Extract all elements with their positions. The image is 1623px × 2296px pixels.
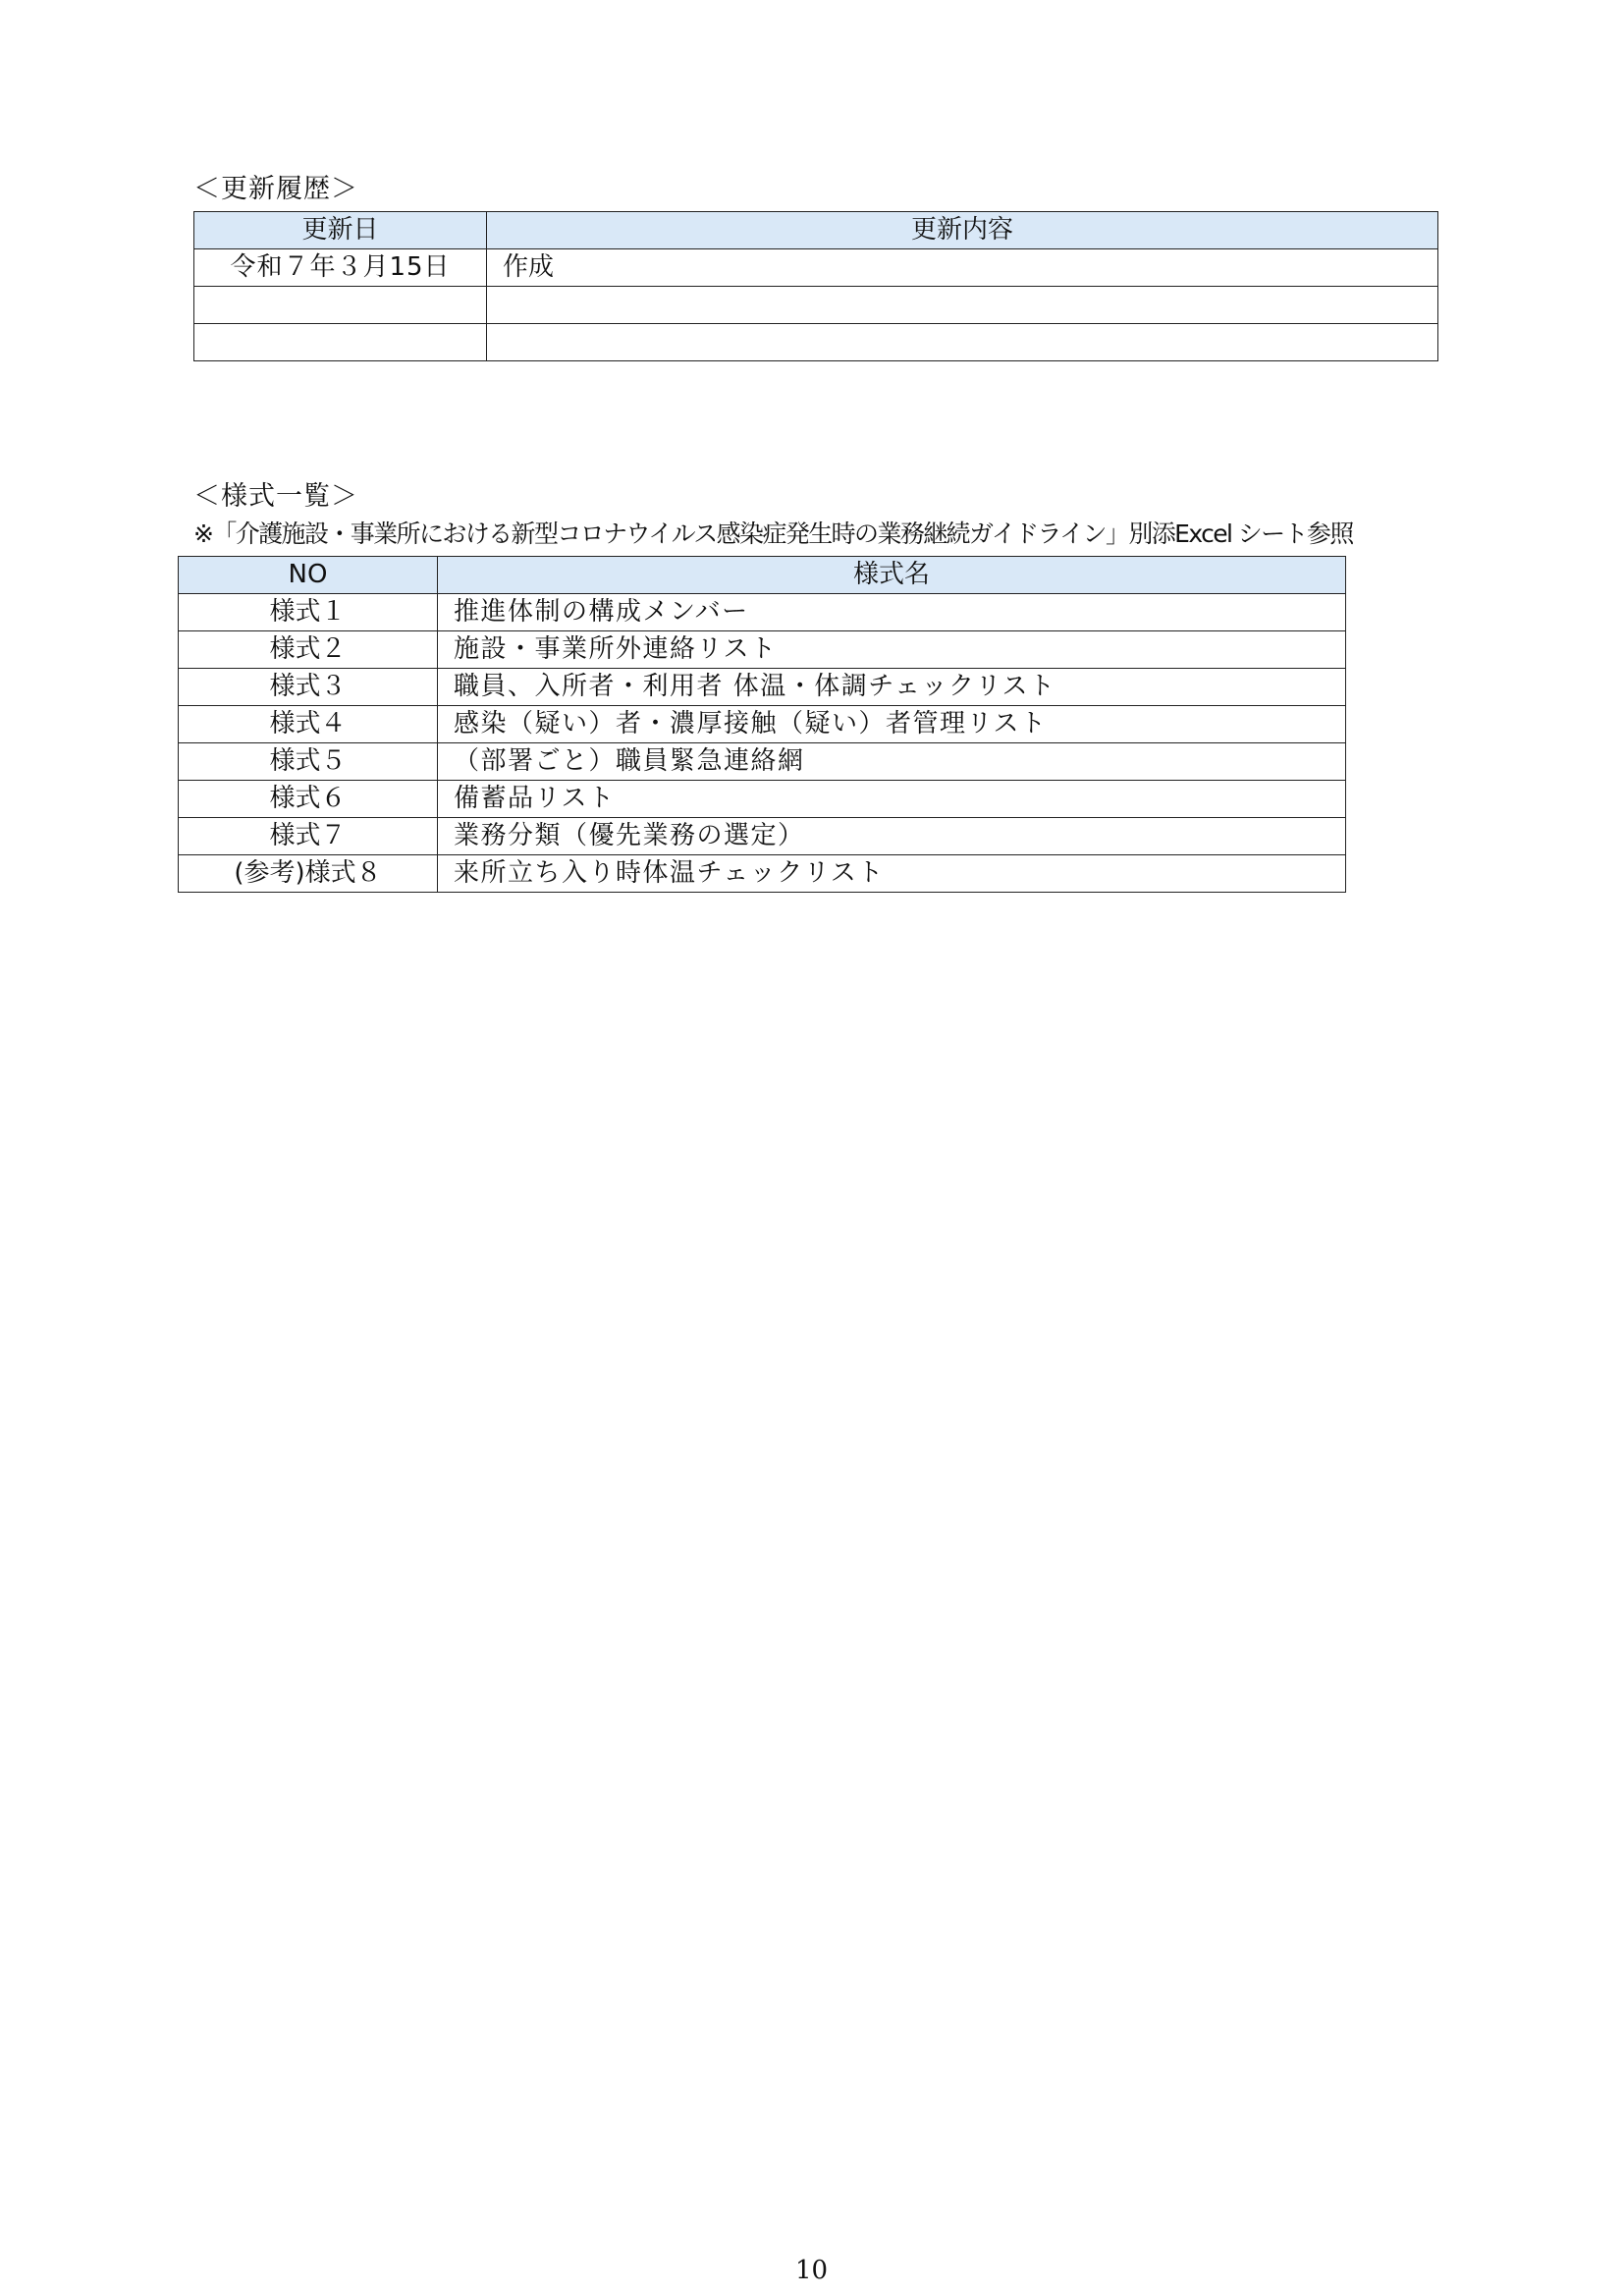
history-date-cell bbox=[194, 324, 487, 361]
form-number-cell: 様式２ bbox=[179, 631, 438, 669]
table-header-row bbox=[194, 212, 1438, 249]
column-header-no: NO bbox=[179, 557, 438, 594]
form-name-cell: 職員、入所者・利用者 体温・体調チェックリスト bbox=[438, 669, 1346, 706]
table-row bbox=[194, 324, 1438, 361]
form-name-cell: 業務分類（優先業務の選定） bbox=[438, 818, 1346, 855]
form-number-cell: 様式３ bbox=[179, 669, 438, 706]
form-name-cell: 備蓄品リスト bbox=[438, 781, 1346, 818]
table-row bbox=[179, 631, 1346, 669]
table-row bbox=[194, 287, 1438, 324]
table-row bbox=[194, 249, 1438, 287]
column-header-form-name: 様式名 bbox=[438, 557, 1346, 594]
table-row bbox=[179, 594, 1346, 631]
history-content-cell: 作成 bbox=[487, 249, 1438, 287]
table-row bbox=[179, 855, 1346, 893]
form-number-cell: 様式５ bbox=[179, 743, 438, 781]
form-number-cell: 様式６ bbox=[179, 781, 438, 818]
history-date-cell bbox=[194, 287, 487, 324]
table-row bbox=[179, 743, 1346, 781]
table-row bbox=[179, 669, 1346, 706]
history-date-cell: 令和７年３月15日 bbox=[194, 249, 487, 287]
update-history-table bbox=[193, 211, 1438, 361]
column-header-content: 更新内容 bbox=[487, 212, 1438, 249]
page-number: 10 bbox=[794, 2256, 829, 2285]
form-name-cell: 感染（疑い）者・濃厚接触（疑い）者管理リスト bbox=[438, 706, 1346, 743]
form-number-cell: 様式１ bbox=[179, 594, 438, 631]
history-content-cell bbox=[487, 324, 1438, 361]
forms-list-heading: ＜様式一覧＞ bbox=[193, 481, 358, 512]
table-row bbox=[179, 706, 1346, 743]
table-row bbox=[179, 781, 1346, 818]
table-row bbox=[179, 818, 1346, 855]
history-content-cell bbox=[487, 287, 1438, 324]
update-history-heading: ＜更新履歴＞ bbox=[193, 174, 358, 204]
forms-list-note: ※「介護施設・事業所における新型コロナウイルス感染症発生時の業務継続ガイドライン」別添Excel シート参照 bbox=[193, 519, 1353, 548]
form-number-cell: 様式４ bbox=[179, 706, 438, 743]
column-header-date: 更新日 bbox=[194, 212, 487, 249]
forms-list-table bbox=[178, 556, 1346, 893]
table-header-row bbox=[179, 557, 1346, 594]
form-name-cell: 施設・事業所外連絡リスト bbox=[438, 631, 1346, 669]
form-name-cell: 来所立ち入り時体温チェックリスト bbox=[438, 855, 1346, 893]
form-number-cell: (参考)様式８ bbox=[179, 855, 438, 893]
form-number-cell: 様式７ bbox=[179, 818, 438, 855]
form-name-cell: 推進体制の構成メンバー bbox=[438, 594, 1346, 631]
form-name-cell: （部署ごと）職員緊急連絡網 bbox=[438, 743, 1346, 781]
